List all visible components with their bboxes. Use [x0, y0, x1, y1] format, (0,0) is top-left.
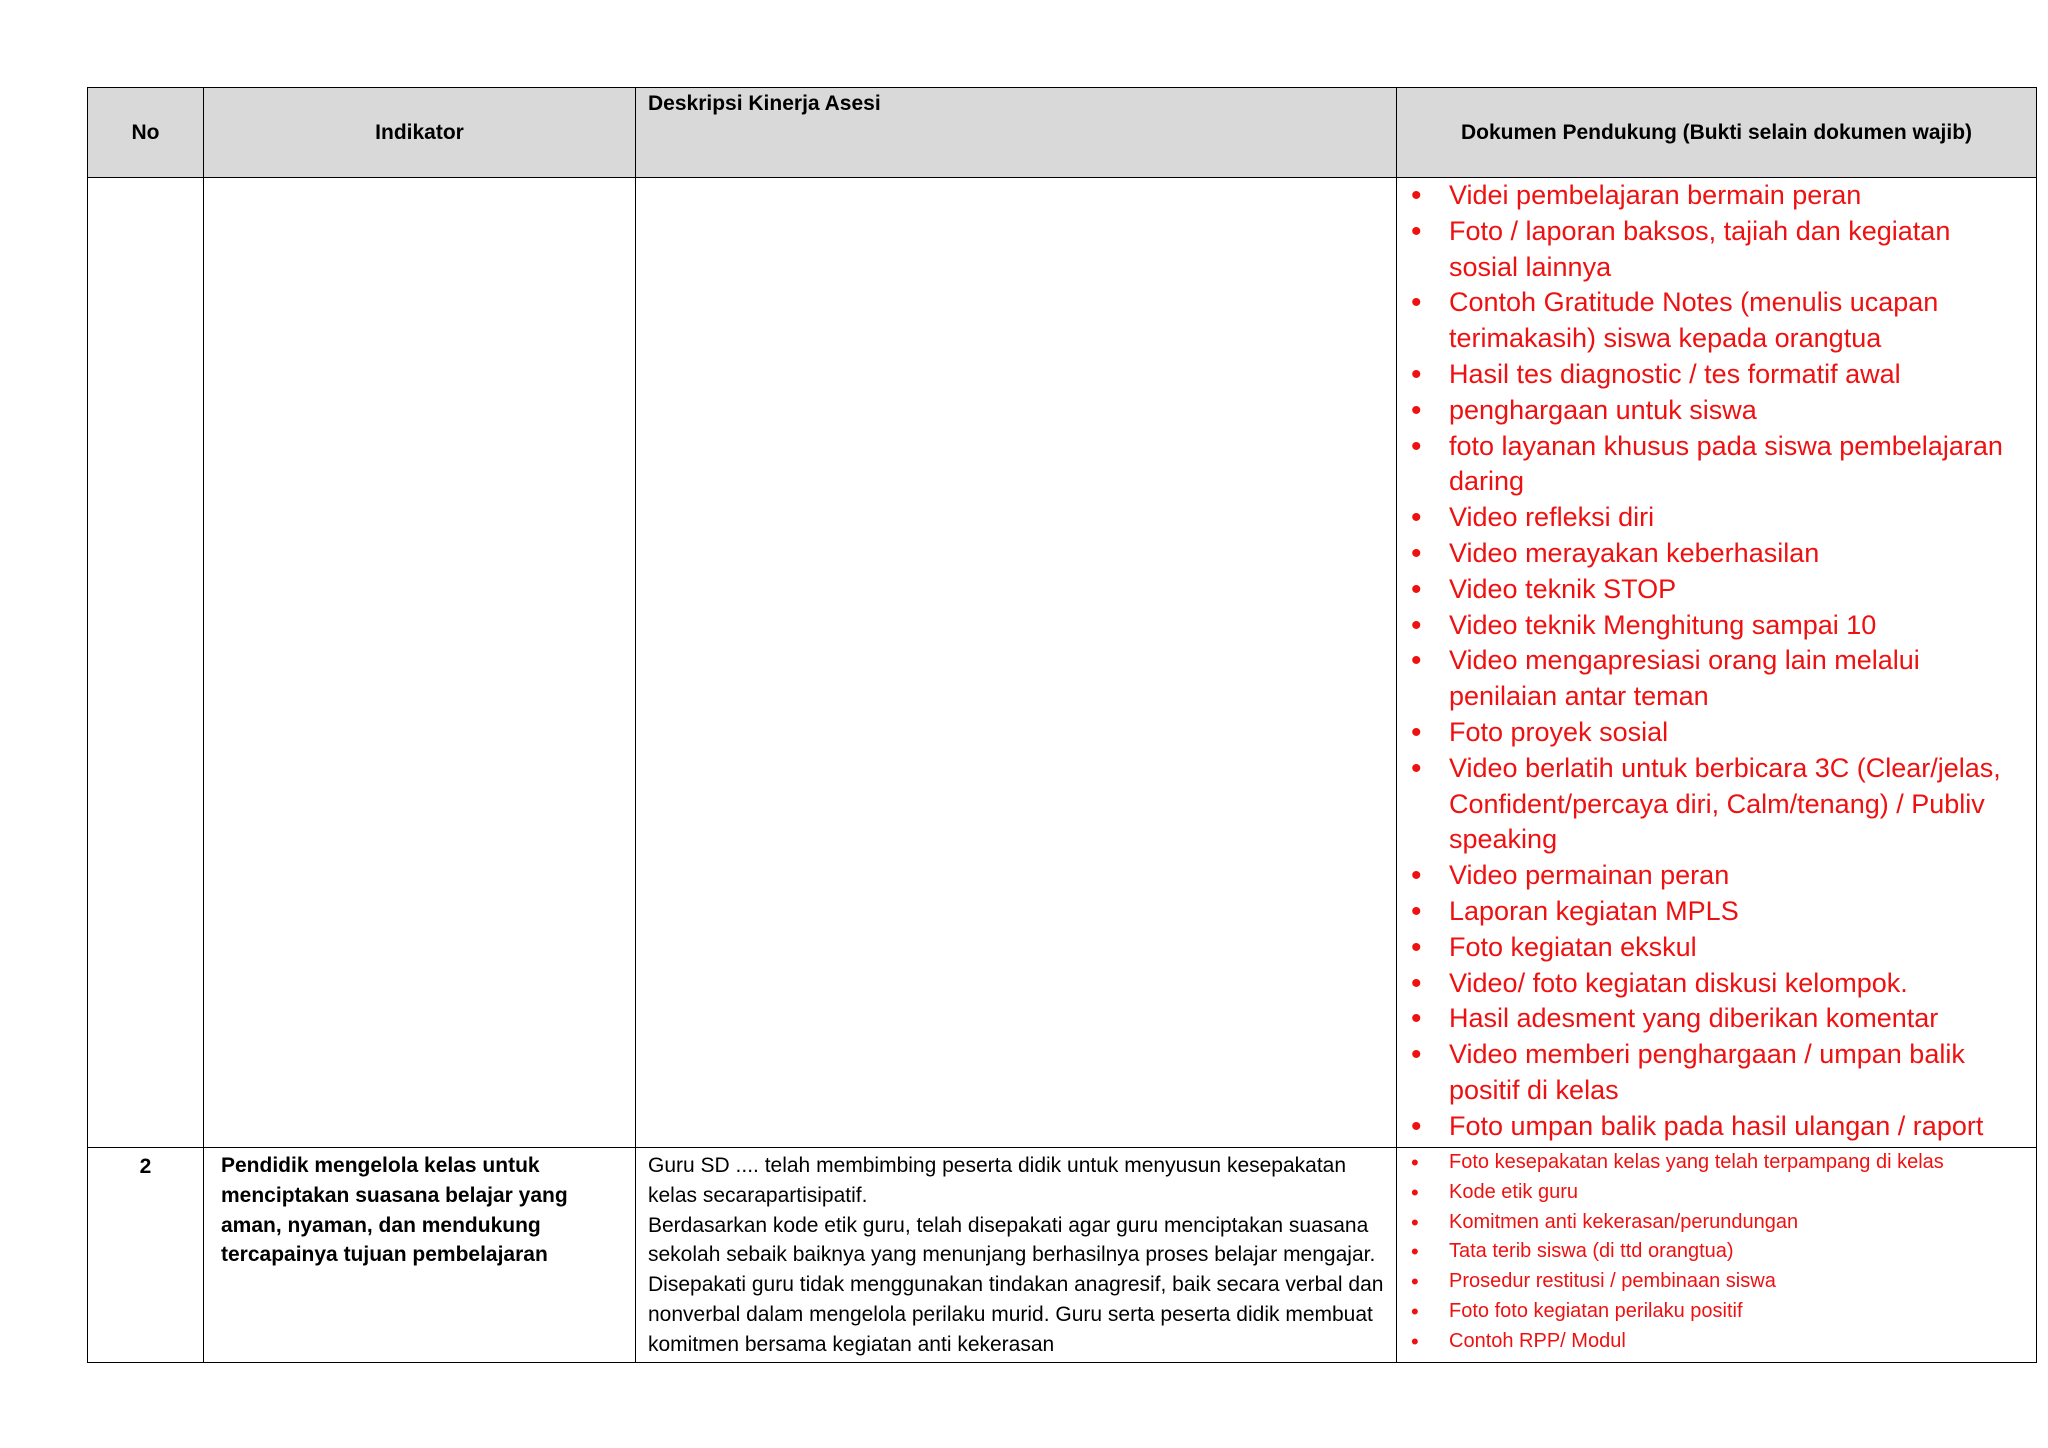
list-item: • Laporan kegiatan MPLS: [1411, 894, 2026, 930]
list-item: • Videi pembelajaran bermain peran: [1411, 178, 2026, 214]
row1-document-list: [1397, 178, 2036, 1145]
header-no: No: [88, 88, 204, 178]
row2-indikator: Pendidik mengelola kelas untuk menciptakan suasana belajar yang aman, nyaman, dan mendukung tercapainya tujuan pembelajaran: [204, 1148, 636, 1363]
list-item: • Kode etik guru: [1411, 1178, 2026, 1208]
list-item: • Tata terib siswa (di ttd orangtua): [1411, 1237, 2026, 1267]
list-item: • Video berlatih untuk berbicara 3C (Clear/jelas, Confident/percaya diri, Calm/tenang) / Publiv speaking: [1411, 751, 2026, 858]
list-item: • Video memberi penghargaan / umpan balik positif di kelas: [1411, 1037, 2026, 1109]
row2-deskripsi: [636, 1148, 1397, 1363]
list-item: • Prosedur restitusi / pembinaan siswa: [1411, 1267, 2026, 1297]
list-item: • Foto umpan balik pada hasil ulangan / raport: [1411, 1109, 2026, 1145]
list-item: • Foto proyek sosial: [1411, 715, 2026, 751]
row2-no: 2: [88, 1148, 204, 1363]
list-item: • Komitmen anti kekerasan/perundungan: [1411, 1208, 2026, 1238]
row1-indikator: [204, 178, 636, 1148]
list-item: • foto layanan khusus pada siswa pembelajaran daring: [1411, 429, 2026, 501]
list-item: • Foto / laporan baksos, tajiah dan kegiatan sosial lainnya: [1411, 214, 2026, 286]
row2-document-list: [1397, 1148, 2036, 1357]
list-item: • Foto kegiatan ekskul: [1411, 930, 2026, 966]
row2-deskripsi-paragraph-2: Berdasarkan kode etik guru, telah disepakati agar guru menciptakan suasana sekolah sebaik baiknya yang menunjang berhasilnya proses belajar mengajar. Disepakati guru tidak menggunakan tindakan anagresif, baik secara verbal dan nonverbal dalam mengelola perilaku murid. Guru serta peserta didik membuat komitmen bersama kegiatan anti kekerasan: [648, 1213, 1384, 1356]
list-item: • Video refleksi diri: [1411, 500, 2026, 536]
list-item: • Video teknik STOP: [1411, 572, 2026, 608]
list-item: • Video mengapresiasi orang lain melalui penilaian antar teman: [1411, 643, 2026, 715]
list-item: • Video permainan peran: [1411, 858, 2026, 894]
table-header-row: [88, 88, 2037, 178]
list-item: • penghargaan untuk siswa: [1411, 393, 2026, 429]
assessment-table: [87, 87, 2037, 1363]
row1-no: [88, 178, 204, 1148]
header-indikator: Indikator: [204, 88, 636, 178]
header-deskripsi: Deskripsi Kinerja Asesi: [636, 88, 1397, 178]
list-item: • Hasil adesment yang diberikan komentar: [1411, 1001, 2026, 1037]
list-item: • Hasil tes diagnostic / tes formatif awal: [1411, 357, 2026, 393]
list-item: • Contoh RPP/ Modul: [1411, 1327, 2026, 1357]
list-item: • Video/ foto kegiatan diskusi kelompok.: [1411, 966, 2026, 1002]
list-item: • Contoh Gratitude Notes (menulis ucapan terimakasih) siswa kepada orangtua: [1411, 285, 2026, 357]
list-item: • Video teknik Menghitung sampai 10: [1411, 608, 2026, 644]
table-row: [88, 1148, 2037, 1363]
row2-dokumen: [1397, 1148, 2037, 1363]
list-item: • Foto kesepakatan kelas yang telah terpampang di kelas: [1411, 1148, 2026, 1178]
list-item: • Video merayakan keberhasilan: [1411, 536, 2026, 572]
row1-deskripsi: [636, 178, 1397, 1148]
header-dokumen: Dokumen Pendukung (Bukti selain dokumen wajib): [1397, 88, 2037, 178]
row1-dokumen: [1397, 178, 2037, 1148]
table-row: [88, 178, 2037, 1148]
list-item: • Foto foto kegiatan perilaku positif: [1411, 1297, 2026, 1327]
row2-deskripsi-paragraph-1: Guru SD .... telah membimbing peserta didik untuk menyusun kesepakatan kelas secarapartisipatif.: [648, 1154, 1347, 1207]
